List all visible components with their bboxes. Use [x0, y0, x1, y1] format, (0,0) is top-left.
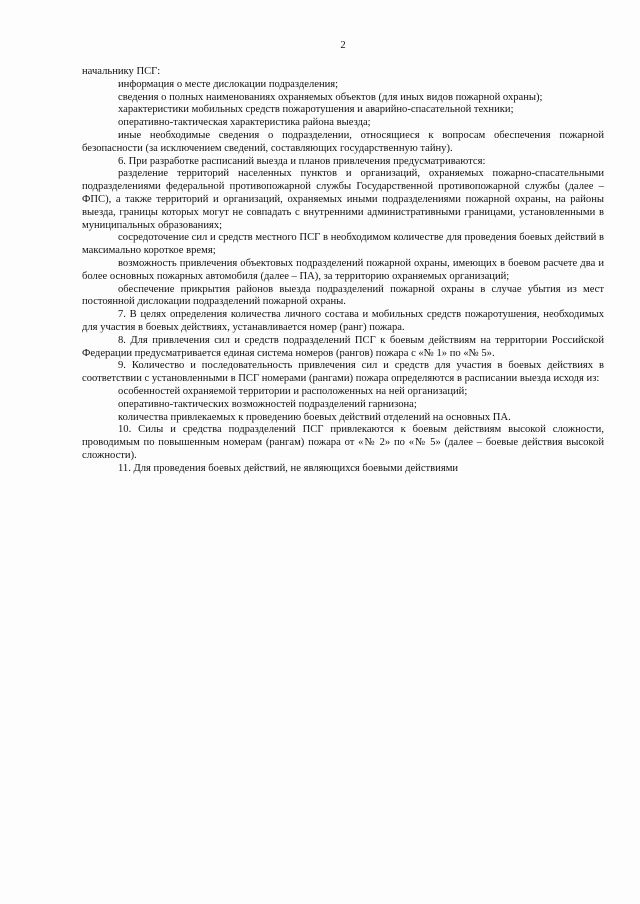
paragraph: разделение территорий населенных пунктов и организаций, охраняемых пожарно-спасательными подразделениями федеральной противопожарной службы Государственной противопожарной службы (далее – ФПС), а также территорий и организаций, охраняемых иными подразделениями пожарной охраны, на районы выезда, границы которых могут не совпадать с внутренними административными границами, установленными в муниципальных образованиях;	[82, 168, 604, 231]
paragraph: 10. Силы и средства подразделений ПСГ привлекаются к боевым действиям высокой сложности, проводимым по повышенным номерам (рангам) пожара от «№ 2» по «№ 5» (далее – боевые действия высокой сложности).	[82, 424, 604, 461]
paragraph: количества привлекаемых к проведению боевых действий отделений на основных ПА.	[118, 411, 511, 423]
page-number: 2	[340, 40, 346, 51]
paragraph: особенностей охраняемой территории и расположенных на ней организаций;	[118, 385, 468, 397]
paragraph: 7. В целях определения количества личного состава и мобильных средств пожаротушения, необходимых для участия в боевых действиях, устанавливается номер (ранг) пожара.	[82, 309, 604, 333]
paragraph: сведения о полных наименованиях охраняемых объектов (для иных видов пожарной охраны);	[118, 91, 543, 103]
paragraph: начальнику ПСГ:	[82, 66, 161, 77]
paragraph: оперативно-тактических возможностей подразделений гарнизона;	[118, 398, 417, 410]
paragraph: обеспечение прикрытия районов выезда подразделений пожарной охраны в случае убытия из мест постоянной дислокации подразделений пожарной охраны.	[82, 283, 604, 308]
paragraph: сосредоточение сил и средств местного ПСГ в необходимом количестве для проведения боевых действий в максимально короткое время;	[82, 232, 604, 257]
document-body	[82, 66, 604, 476]
paragraph: 8. Для привлечения сил и средств подразделений ПСГ к боевым действиям на территории Российской Федерации предусматривается единая система номеров (рангов) пожара с «№ 1» по «№ 5».	[82, 334, 604, 359]
paragraph: 9. Количество и последовательность привлечения сил и средств для участия в боевых действиях в соответствии с установленными в ПСГ номерами (рангами) пожара определяются в расписании выезда исходя из:	[82, 360, 604, 385]
paragraph: характеристики мобильных средств пожаротушения и аварийно-спасательной техники;	[118, 104, 514, 116]
paragraph: 6. При разработке расписаний выезда и планов привлечения предусматриваются:	[118, 155, 486, 167]
paragraph: оперативно-тактическая характеристика района выезда;	[118, 117, 371, 129]
paragraph: информация о месте дислокации подразделения;	[118, 78, 339, 90]
paragraph: иные необходимые сведения о подразделении, относящиеся к вопросам обеспечения пожарной безопасности (за исключением сведений, составляющих государственную тайну).	[82, 129, 604, 154]
paragraph: возможность привлечения объектовых подразделений пожарной охраны, имеющих в боевом расчете два и более основных пожарных автомобиля (далее – ПА), за территорию охраняемых организаций;	[82, 257, 604, 282]
paragraph: 11. Для проведения боевых действий, не являющихся боевыми действиями	[118, 462, 459, 474]
